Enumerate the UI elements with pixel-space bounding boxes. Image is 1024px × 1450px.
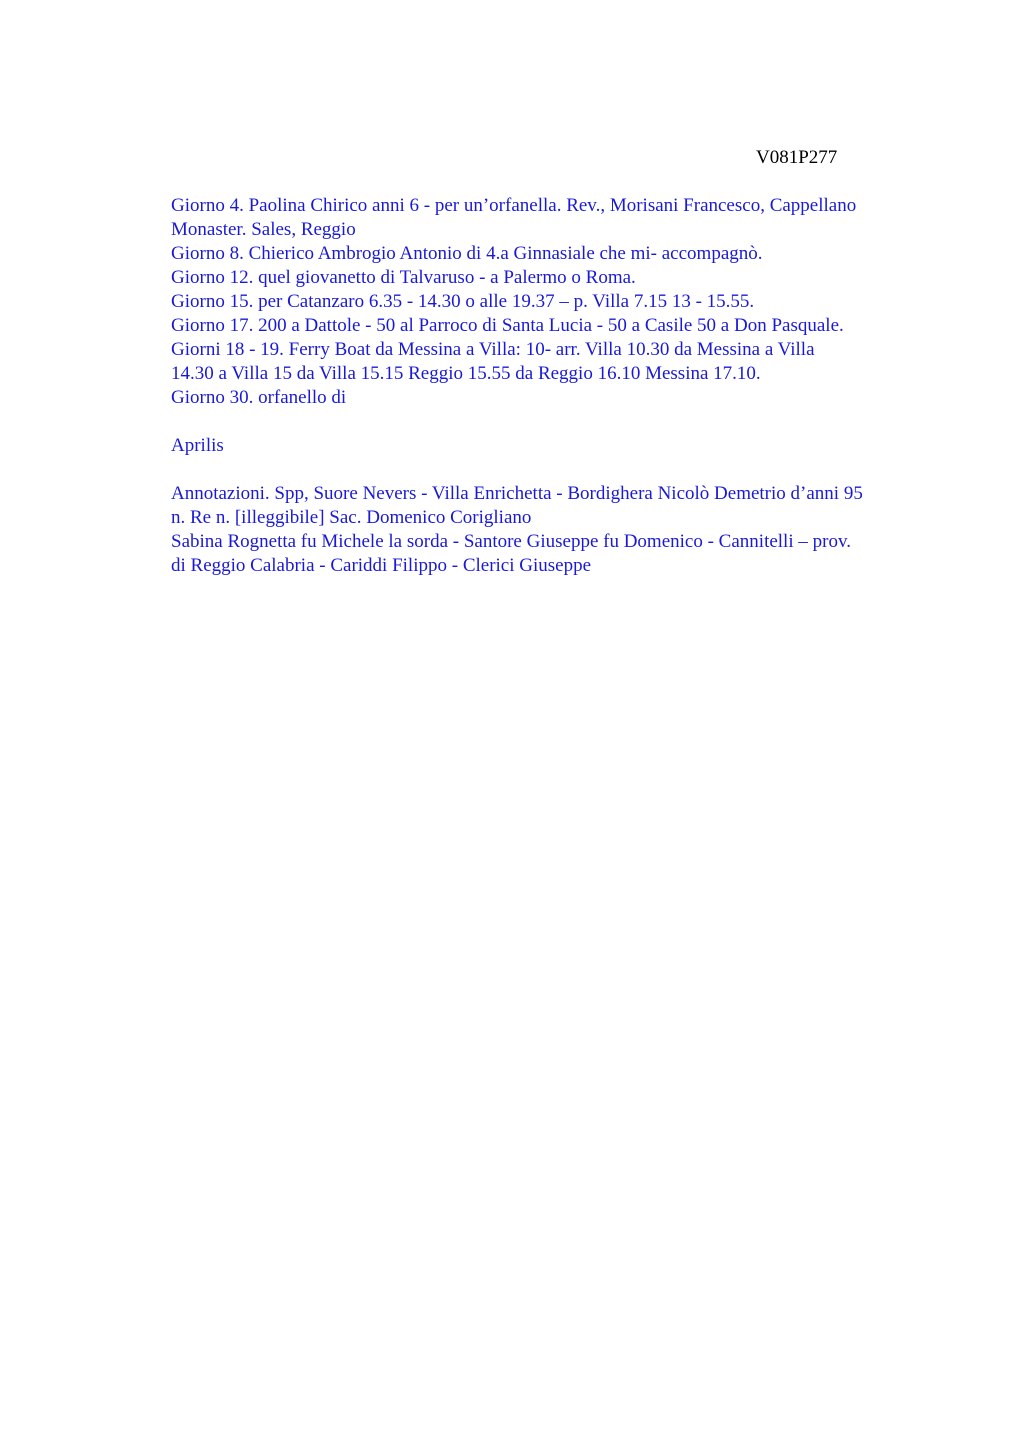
text-line: Giorno 30. orfanello di <box>171 387 347 408</box>
text-line: Giorno 17. 200 a Dattole - 50 al Parroco di Santa Lucia - 50 a Casile 50 a Don Pasquale. <box>171 315 844 336</box>
blank-line <box>171 410 941 434</box>
text-line: Giorno 4. Paolina Chirico anni 6 - per un’orfanella. Rev., Morisani Francesco, Cappellano <box>171 195 857 216</box>
month-heading: Aprilis <box>171 435 224 456</box>
text-line: Giorno 12. quel giovanetto di Talvaruso - a Palermo o Roma. <box>171 267 636 288</box>
text-line: Sabina Rognetta fu Michele la sorda - Santore Giuseppe fu Domenico - Cannitelli – prov. <box>171 531 851 552</box>
blank-line <box>171 458 941 482</box>
page-id: V081P277 <box>756 147 838 168</box>
text-line: Giorno 15. per Catanzaro 6.35 - 14.30 o alle 19.37 – p. Villa 7.15 13 - 15.55. <box>171 291 755 312</box>
document-body <box>171 194 941 578</box>
text-line: Giorni 18 - 19. Ferry Boat da Messina a Villa: 10- arr. Villa 10.30 da Messina a Villa <box>171 339 815 360</box>
text-line: di Reggio Calabria - Cariddi Filippo - Clerici Giuseppe <box>171 555 592 576</box>
text-line: 14.30 a Villa 15 da Villa 15.15 Reggio 15.55 da Reggio 16.10 Messina 17.10. <box>171 363 761 384</box>
text-line: Monaster. Sales, Reggio <box>171 219 356 240</box>
text-line: Giorno 8. Chierico Ambrogio Antonio di 4.a Ginnasiale che mi- accompagnò. <box>171 243 763 264</box>
text-line: n. Re n. [illeggibile] Sac. Domenico Corigliano <box>171 507 532 528</box>
text-line: Annotazioni. Spp, Suore Nevers - Villa Enrichetta - Bordighera Nicolò Demetrio d’anni 95 <box>171 483 863 504</box>
